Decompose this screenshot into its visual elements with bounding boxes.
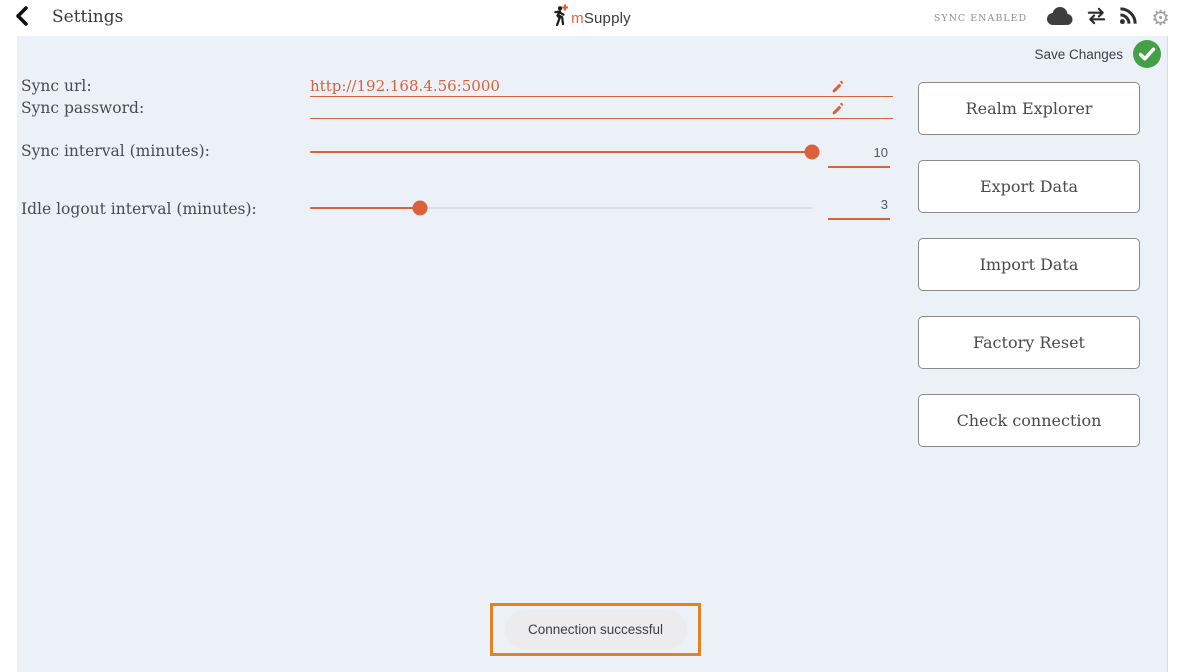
top-bar xyxy=(0,0,1182,36)
sync-password-label: Sync password: xyxy=(21,99,145,117)
slider-thumb[interactable] xyxy=(805,144,820,159)
cloud-icon xyxy=(1044,5,1074,31)
gear-icon[interactable]: ⚙ xyxy=(1151,6,1170,30)
slider-track[interactable] xyxy=(310,151,812,154)
sync-url-value: http://192.168.4.56:5000 xyxy=(310,77,500,95)
slider-thumb[interactable] xyxy=(413,200,428,215)
sync-interval-label: Sync interval (minutes): xyxy=(21,142,210,160)
runner-logo-icon xyxy=(551,4,568,33)
logo-text-m: m xyxy=(571,10,584,27)
edit-pencil-icon[interactable] xyxy=(831,80,845,94)
msupply-logo xyxy=(551,4,631,33)
save-changes-label: Save Changes xyxy=(1034,46,1123,62)
sync-url-label: Sync url: xyxy=(21,77,92,95)
slider-track[interactable] xyxy=(310,207,812,210)
idle-logout-interval-label: Idle logout interval (minutes): xyxy=(21,200,257,218)
back-button[interactable] xyxy=(14,7,34,29)
edit-pencil-icon[interactable] xyxy=(831,102,845,116)
connection-toast: Connection successful xyxy=(505,610,687,649)
sync-interval-slider[interactable] xyxy=(310,144,812,159)
slider-fill xyxy=(310,207,420,210)
export-data-button[interactable]: Export Data xyxy=(918,160,1140,213)
settings-panel xyxy=(17,36,1168,672)
header-status-icons xyxy=(934,0,1170,36)
import-data-button[interactable]: Import Data xyxy=(918,238,1140,291)
page-title: Settings xyxy=(52,7,124,27)
check-connection-button[interactable]: Check connection xyxy=(918,394,1140,447)
logo-text-supply: Supply xyxy=(583,10,631,27)
chevron-left-icon xyxy=(14,6,30,31)
sync-url-input[interactable] xyxy=(310,77,893,97)
realm-explorer-button[interactable]: Realm Explorer xyxy=(918,82,1140,135)
sync-exchange-arrows-icon xyxy=(1087,7,1106,30)
toast-highlight-box xyxy=(490,603,701,656)
factory-reset-button[interactable]: Factory Reset xyxy=(918,316,1140,369)
save-changes-row xyxy=(1034,40,1161,68)
save-changes-button[interactable] xyxy=(1133,40,1161,68)
sync-password-input[interactable] xyxy=(310,99,893,119)
sync-interval-value-input[interactable]: 10 xyxy=(828,142,890,168)
idle-logout-interval-slider[interactable] xyxy=(310,200,812,215)
slider-fill xyxy=(310,151,812,154)
sync-status-label: SYNC ENABLED xyxy=(933,12,1028,24)
rss-connectivity-icon xyxy=(1119,6,1138,30)
idle-logout-interval-value-input[interactable]: 3 xyxy=(828,194,890,220)
